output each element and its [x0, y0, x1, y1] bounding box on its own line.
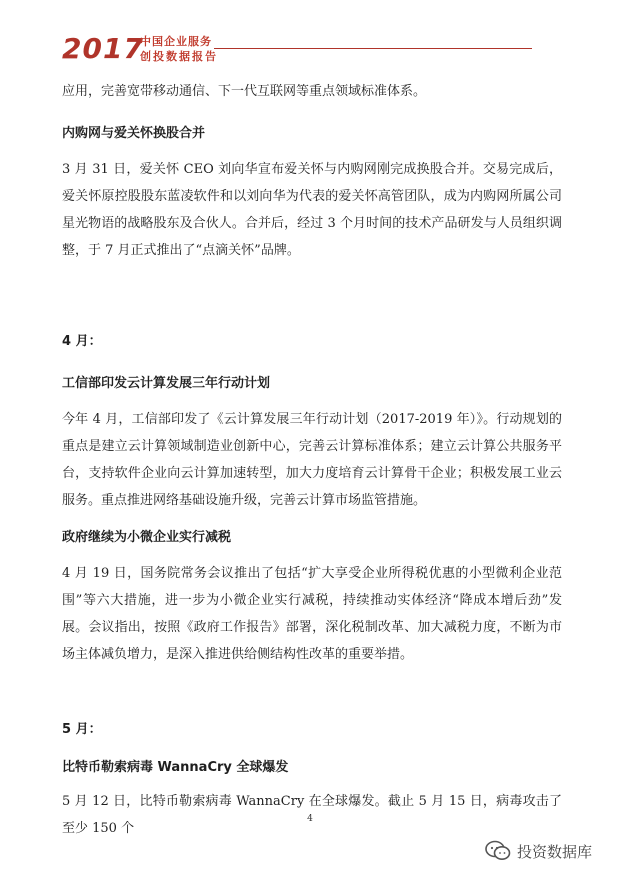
paragraph: 应用，完善宽带移动通信、下一代互联网等重点领域标准体系。 [62, 84, 427, 99]
wechat-icon [485, 840, 511, 862]
paragraph: 3 月 31 日，爱关怀 CEO 刘向华宣布爱关怀与内购网刚完成换股合并。交易完成后，爱关怀原控股股东蓝凌软件和以刘向华为代表的爱关怀高管团队，成为内购网所属公司星光物语的战略股东及合伙人。合并后，经过 3 个月时间的技术产品研发与人员组织调整，于 7 月正式推出了“点滴关怀”品牌。 [62, 162, 562, 258]
month-heading: 5 月： [62, 722, 102, 737]
month-heading: 4 月： [62, 334, 102, 349]
logo-text [140, 34, 218, 64]
logo-line-2: 创投数据报告 [140, 50, 218, 63]
watermark-text: 投资数据库 [516, 842, 592, 861]
section-heading: 内购网与爱关怀换股合并 [62, 126, 206, 141]
section-heading: 比特币勒索病毒 WannaCry 全球爆发 [62, 760, 289, 775]
report-header [62, 30, 532, 70]
logo-year: 2017 [62, 32, 144, 65]
watermark [485, 838, 592, 864]
paragraph: 4 月 19 日，国务院常务会议推出了包括“扩大享受企业所得税优惠的小型微利企业范围”等六大措施，进一步为小微企业实行减税，持续推动实体经济“降成本增后劲”发展。会议指出，按照《政府工作报告》部署，深化税制改革、加大减税力度，不断为市场主体减负增力，是深入推进供给侧结构性改革的重要举措。 [62, 566, 562, 662]
document-body [62, 78, 562, 842]
logo-line-1: 中国企业服务 [140, 35, 212, 48]
paragraph: 5 月 12 日，比特币勒索病毒 WannaCry 在全球爆发。截止 5 月 15 日，病毒攻击了至少 150 个 [62, 794, 562, 836]
header-divider [214, 48, 532, 49]
section-heading: 工信部印发云计算发展三年行动计划 [62, 376, 271, 391]
paragraph: 今年 4 月，工信部印发了《云计算发展三年行动计划（2017-2019 年）》。行动规划的重点是建立云计算领域制造业创新中心，完善云计算标准体系；建立云计算公共服务平台，支持软件企业向云计算加速转型，加大力度培育云计算骨干企业；积极发展工业云服务。重点推进网络基础设施升级，完善云计算市场监管措施。 [62, 412, 562, 508]
section-heading: 政府继续为小微企业实行减税 [62, 530, 232, 545]
page-number: 4 [307, 814, 313, 824]
